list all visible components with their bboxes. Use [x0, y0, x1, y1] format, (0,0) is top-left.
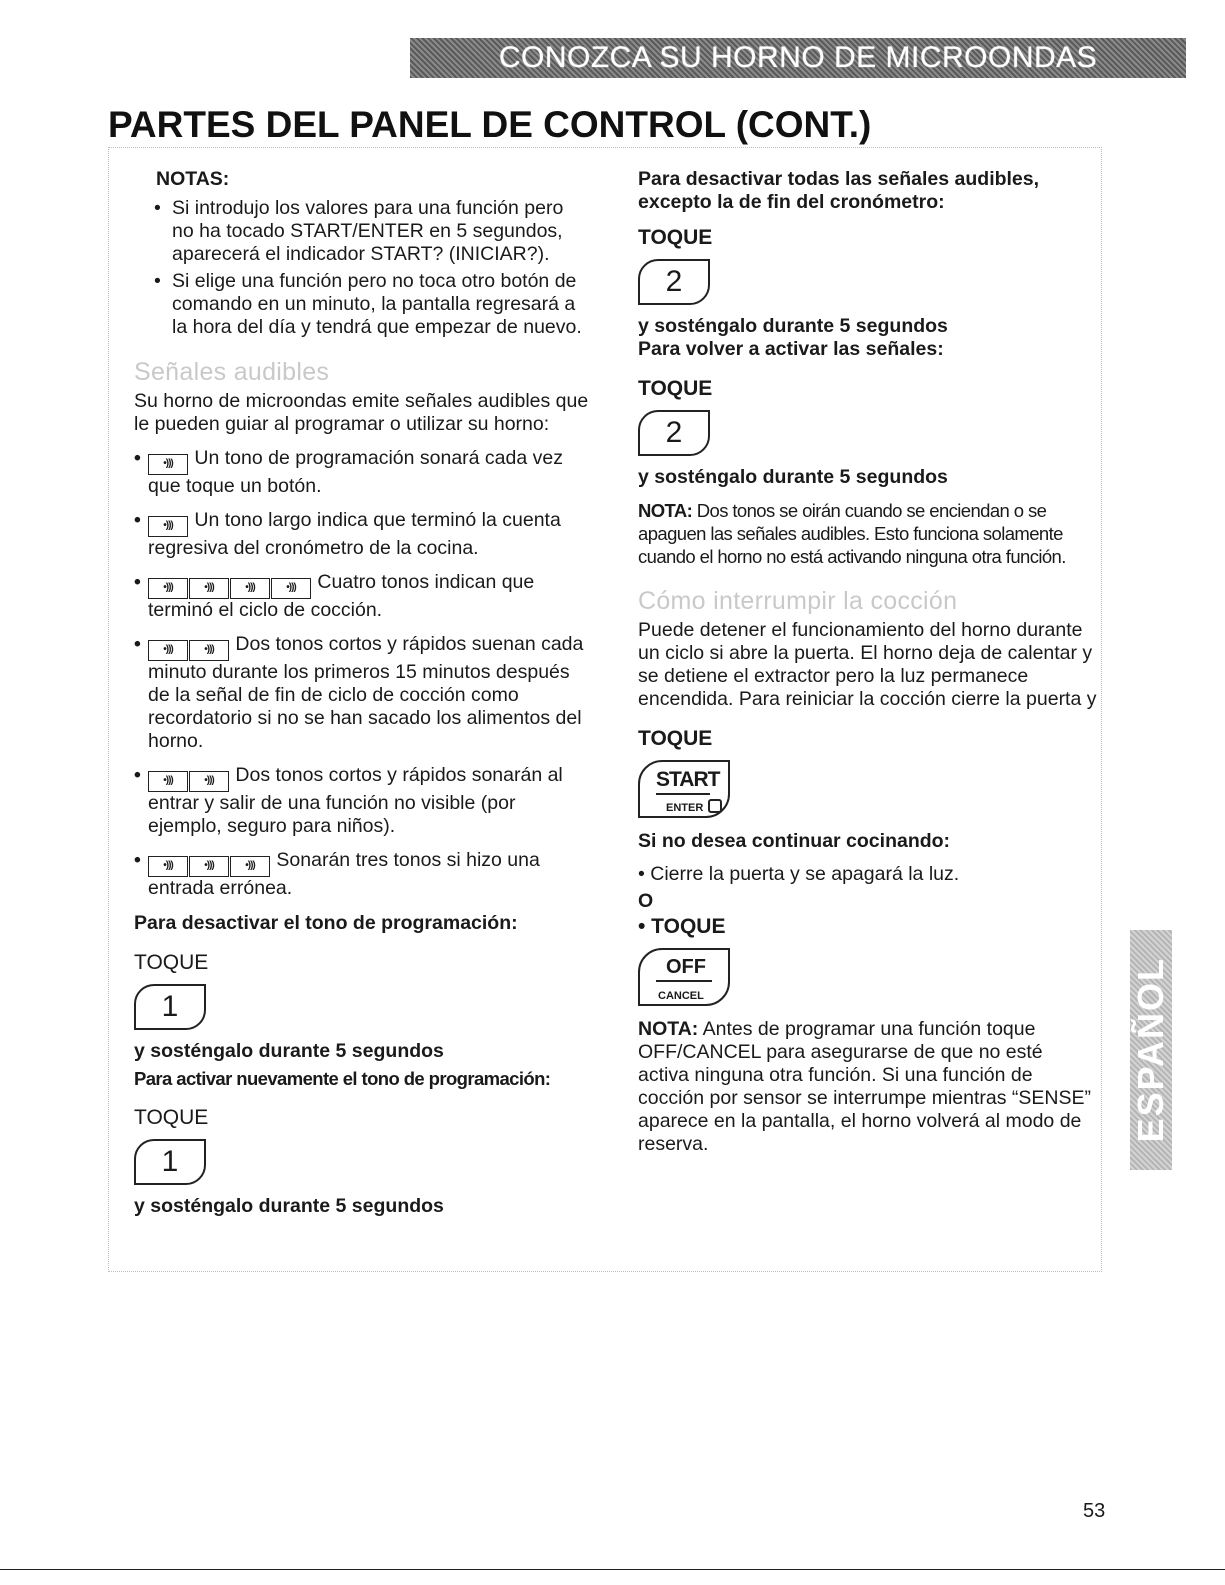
- toque-label: TOQUE: [134, 1106, 209, 1129]
- off-key-label: OFF: [666, 956, 706, 978]
- nota-off-cancel: [638, 1018, 1098, 1156]
- page-title: PARTES DEL PANEL DE CONTROL (CONT.): [108, 104, 872, 145]
- page-number: 53: [1083, 1500, 1106, 1522]
- activate-prog-tone: Para activar nuevamente el tono de programación:: [134, 1068, 551, 1089]
- left-column: [134, 168, 589, 1218]
- language-tab-label: ESPAÑOL: [1130, 957, 1171, 1143]
- section-banner: [410, 38, 1186, 78]
- note-item: • Si elige una función pero no toca otro botón de comando en un minuto, la pantalla regresará a la hora del día y tendrá que empezar de nuevo.: [134, 270, 589, 339]
- interrupt-text: Puede detener el funcionamiento del horno durante un ciclo si abre la puerta. El horno deja de calentar y se detiene el extractor pero la luz permanece encendida. Para reiniciar la cocción cierre la puerta y: [638, 619, 1097, 710]
- tone-text: Sonarán tres tonos si hizo una entrada errónea.: [148, 849, 540, 899]
- tone-icon: •))): [230, 856, 270, 877]
- tone-icon: •))): [148, 771, 188, 792]
- tone-icon: •))): [189, 640, 229, 661]
- tone-icon: •))): [189, 856, 229, 877]
- hold-instruction: y sosténgalo durante 5 segundos: [638, 315, 948, 337]
- interrupt-heading: Cómo interrumpir la cocción: [638, 587, 958, 615]
- key-divider: [656, 793, 710, 795]
- tone-icon: •))): [271, 578, 311, 599]
- toque-label: TOQUE: [134, 951, 209, 974]
- tone-icon: •))): [148, 640, 188, 661]
- nota-label: NOTA:: [638, 500, 693, 521]
- tone-item: [134, 571, 589, 622]
- notes-heading: NOTAS:: [156, 168, 230, 190]
- nota-text: Dos tonos se oirán cuando se enciendan o se apaguen las señales audibles. Esto funciona solamente cuando el horno no está activando ninguna otra función.: [638, 500, 1066, 567]
- off-cancel-key-icon: [638, 948, 730, 1006]
- hold-instruction: y sosténgalo durante 5 segundos: [134, 1040, 444, 1062]
- note-item: • Si introdujo los valores para una función pero no ha tocado START/ENTER en 5 segundos, aparecerá el indicador START? (INICIAR?).: [134, 197, 589, 266]
- language-tab: [1130, 930, 1172, 1170]
- key-2-icon: 2: [638, 259, 710, 305]
- start-key-label: START: [656, 768, 720, 791]
- nota-signals: [638, 499, 1098, 568]
- notes-list: [134, 197, 589, 339]
- bottom-rule: [0, 1569, 1225, 1570]
- enter-key-label: ENTER: [666, 802, 704, 814]
- tone-item: [134, 849, 589, 900]
- no-continue-heading: Si no desea continuar cocinando:: [638, 830, 951, 852]
- tone-icon: •))): [148, 454, 188, 475]
- tone-item: [134, 633, 589, 753]
- banner-text: CONOZCA SU HORNO DE MICROONDAS: [498, 41, 1098, 74]
- cancel-key-label: CANCEL: [658, 990, 704, 1002]
- tone-text: Cuatro tonos indican que terminó el ciclo de cocción.: [148, 571, 535, 621]
- start-enter-key-icon: [638, 760, 730, 818]
- tone-text: Dos tonos cortos y rápidos suenan cada minuto durante los primeros 15 minutos después de la señal de fin de ciclo de cocción como recordatorio si no se han sacado los alimentos del horno.: [148, 633, 584, 752]
- or-label: O: [638, 890, 654, 912]
- toque-label: TOQUE: [638, 226, 713, 249]
- nota-label: NOTA:: [638, 1018, 699, 1040]
- tone-icon: •))): [189, 578, 229, 599]
- bullet-toque: • TOQUE: [638, 915, 726, 938]
- hold-instruction: y sosténgalo durante 5 segundos: [638, 466, 948, 488]
- right-column: [638, 168, 1098, 1156]
- tone-item: [134, 509, 589, 560]
- nota-text: Antes de programar una función toque OFF/CANCEL para asegurarse de que no esté activa ninguna otra función. Si una función de cocción por sensor se interrumpe mientras “SENSE” aparece en la pantalla, el horno volverá al modo de reserva.: [638, 1018, 1092, 1155]
- signals-heading: Señales audibles: [134, 358, 330, 386]
- tone-icon: •))): [230, 578, 270, 599]
- tone-icon: •))): [148, 516, 188, 537]
- deactivate-prog-tone: Para desactivar el tono de programación:: [134, 912, 518, 934]
- tone-text: Dos tonos cortos y rápidos sonarán al entrar y salir de una función no visible (por ejemplo, seguro para niños).: [148, 764, 563, 837]
- tone-item: [134, 764, 589, 838]
- toque-label: TOQUE: [638, 727, 713, 750]
- hold-instruction: y sosténgalo durante 5 segundos: [134, 1195, 444, 1217]
- deactivate-all-signals: Para desactivar todas las señales audibles, excepto la de fin del cronómetro:: [638, 168, 1040, 213]
- key-1-icon: 1: [134, 1139, 206, 1185]
- tone-icon: •))): [189, 771, 229, 792]
- tone-text: Un tono largo indica que terminó la cuenta regresiva del cronómetro de la cocina.: [148, 509, 561, 559]
- key-1-icon: 1: [134, 984, 206, 1030]
- key-2-icon: 2: [638, 410, 710, 456]
- tones-list: [134, 447, 589, 900]
- tone-item: [134, 447, 589, 498]
- tone-text: Un tono de programación sonará cada vez que toque un botón.: [148, 447, 563, 497]
- close-door-item: • Cierre la puerta y se apagará la luz.: [638, 863, 960, 885]
- toque-label: TOQUE: [638, 377, 713, 400]
- tone-icon: •))): [148, 856, 188, 877]
- reactivate-signals: Para volver a activar las señales:: [638, 338, 944, 360]
- lock-icon: [708, 799, 722, 813]
- signals-intro: Su horno de microondas emite señales audibles que le pueden guiar al programar o utilizar su horno:: [134, 390, 589, 435]
- key-divider: [656, 980, 712, 982]
- tone-icon: •))): [148, 578, 188, 599]
